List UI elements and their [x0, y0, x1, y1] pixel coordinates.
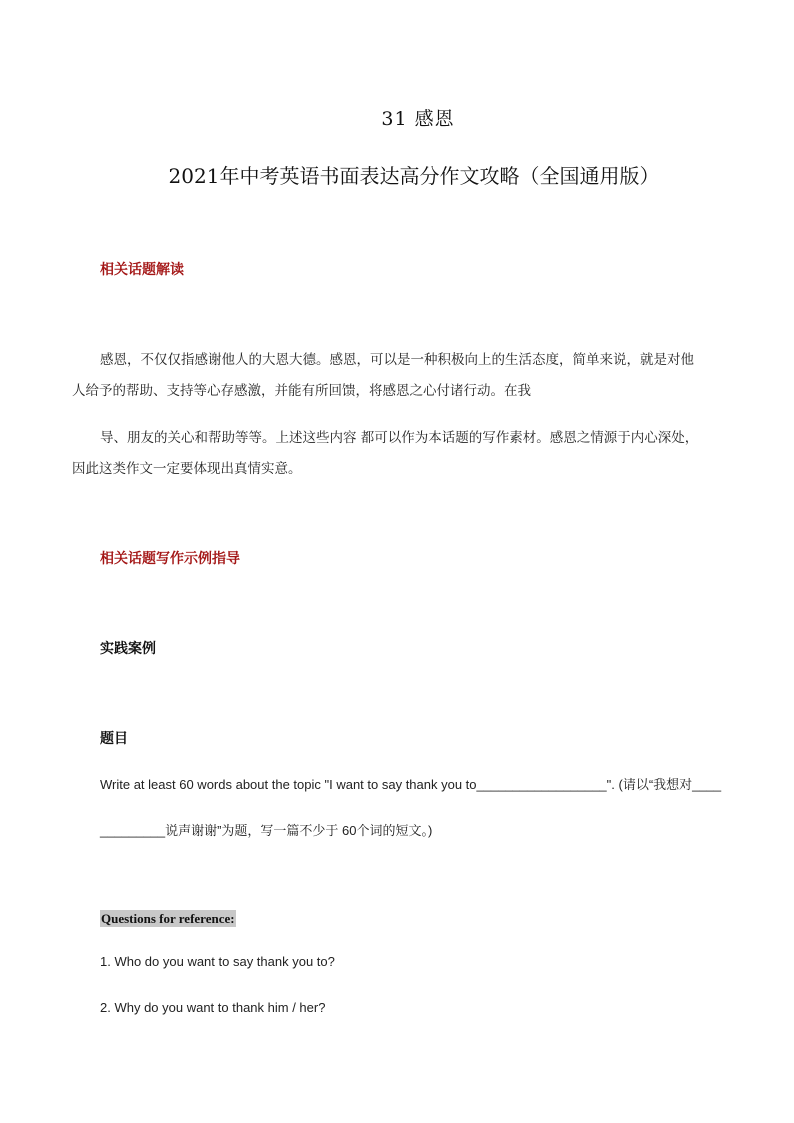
prompt-line-1: Write at least 60 words about the topic "I want to say thank you to__________________". (请以“我想对____: [100, 777, 722, 792]
reference-question-1: 1. Who do you want to say thank you to?: [100, 954, 335, 969]
practice-heading: 实践案例: [100, 641, 156, 657]
intro-line-2: 人给予的帮助、支持等心存感激，并能有所回馈，将感恩之心付诸行动。在我: [72, 383, 531, 399]
question-heading: 题目: [100, 731, 128, 747]
section-heading-writing-guide: 相关话题写作示例指导: [100, 551, 240, 567]
page-title: 2021年中考英语书面表达高分作文攻略（全国通用版）: [168, 164, 660, 188]
reference-heading: [100, 908, 236, 927]
chapter-title: 31 感恩: [381, 108, 455, 130]
prompt-line-2: _________说声谢谢”为题，写一篇不少于 60个词的短文。): [100, 823, 433, 838]
intro-line-1: 感恩，不仅仅指感谢他人的大恩大德。感恩，可以是一种积极向上的生活态度，简单来说，就是对他: [100, 352, 694, 368]
reference-question-2: 2. Why do you want to thank him / her?: [100, 1000, 326, 1015]
intro-line-3: 导、朋友的关心和帮助等等。上述这些内容 都可以作为本话题的写作素材。感恩之情源于内心深处，: [100, 430, 699, 446]
intro-line-4: 因此这类作文一定要体现出真情实意。: [72, 461, 302, 477]
section-heading-topic-reading: 相关话题解读: [100, 262, 184, 278]
reference-heading-label: Questions for reference:: [101, 911, 235, 926]
